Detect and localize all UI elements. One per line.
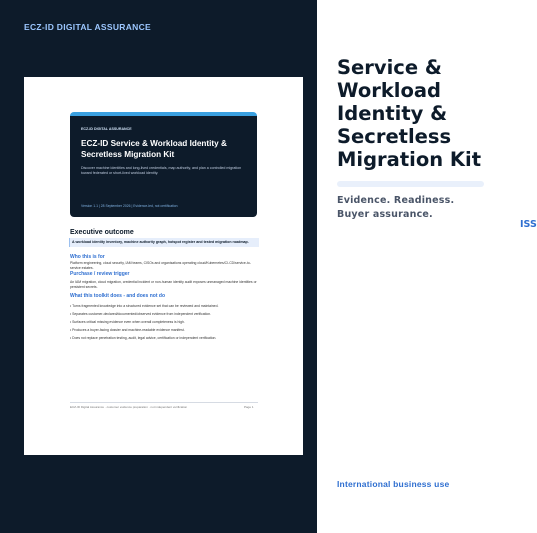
purchase-text: An IAM migration, cloud migration, credential incident or non-human identity audit exposes unmanaged machine identities or persistent secrets. [70,280,257,289]
tagline-line-1: Evidence. Readiness. [337,195,455,206]
does-heading: What this toolkit does - and does not do [70,293,165,299]
who-heading: Who this is for [70,254,105,260]
international-use-note: International business use [337,479,450,489]
executive-outcome-heading: Executive outcome [70,229,134,236]
executive-callout-text: A workload identity inventory, machine authority graph, hotspot register and tested migration roadmap. [72,240,249,244]
brand-label: ECZ-ID DIGITAL ASSURANCE [24,22,151,32]
cover-title: ECZ-ID Service & Workload Identity & Secretless Migration Kit [81,139,227,159]
cover-brand: ECZ-ID DIGITAL ASSURANCE [81,127,132,131]
purchase-heading: Purchase / review trigger [70,271,130,277]
footer-divider [70,402,258,403]
list-item: • Surfaces critical missing evidence even when overall completeness is high. [70,320,185,324]
list-item: • Separates customer-declared/documented/observed evidence from independent verification. [70,312,212,316]
product-title: Service & Workload Identity & Secretless Migration Kit [337,56,482,171]
document-page-preview [24,77,303,455]
page-footer-text: ECZ-ID Digital Assurance · customer evidence preparation · not independent verification [70,405,188,409]
tagline-line-2: Buyer assurance. [337,209,433,220]
page-number: Page 1 [244,405,254,409]
who-text: Platform engineering, cloud security, IAM teams, CISOs and organisations operating cloud/Kubernetes/CI-CD/service-to-service estates. [70,261,251,270]
executive-callout [69,238,259,247]
tagline [337,194,454,222]
list-item: • Produces a buyer-facing dossier and machine-readable evidence manifest. [70,328,185,332]
cover-description: Discover machine identities and long-lived credentials, map authority, and plan a controlled migration toward federated or short-lived workload identity. [81,166,242,175]
list-item: • Does not replace penetration testing, audit, legal advice, certification or independent verification. [70,336,217,340]
list-item: • Turns fragmented knowledge into a structured evidence set that can be reviewed and maintained. [70,304,219,308]
cropped-badge-text: ISS [520,219,537,230]
tagline-highlight-band [337,181,484,187]
cover-version-line: Version 1.1 | 28 September 2026 | Evidence-led, not certification [81,204,178,208]
does-list [70,302,218,342]
cover-card [70,112,257,217]
